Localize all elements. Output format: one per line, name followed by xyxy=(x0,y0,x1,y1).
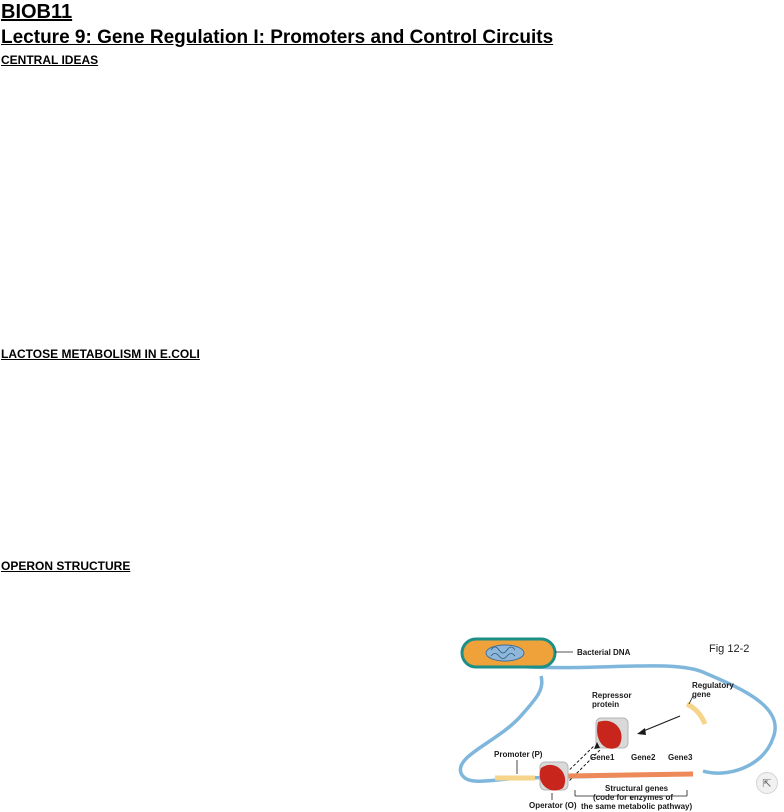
label-regulatory-gene-line2: gene xyxy=(692,690,711,699)
label-gene3: Gene3 xyxy=(668,753,693,762)
section-heading-central-ideas: CENTRAL IDEAS xyxy=(1,53,99,67)
nucleoid xyxy=(486,645,524,661)
label-structural-genes-line1: Structural genes xyxy=(605,784,669,793)
label-gene1: Gene1 xyxy=(590,753,615,762)
collapse-arrows-icon[interactable]: ⇱ xyxy=(756,772,778,794)
operator-bound-repressor xyxy=(540,762,568,791)
regulatory-gene-segment xyxy=(687,704,705,724)
operon-diagram xyxy=(455,628,784,812)
label-regulatory-gene-line1: Regulatory xyxy=(692,681,734,690)
figure-caption: Fig 12-2 xyxy=(709,643,750,655)
repressor-protein xyxy=(596,718,628,749)
lecture-title: Lecture 9: Gene Regulation I: Promoters and Control Circuits xyxy=(1,27,554,48)
label-operator: Operator (O) xyxy=(529,801,577,810)
operon-figure xyxy=(455,628,784,812)
label-structural-genes-line3: the same metabolic pathway) xyxy=(581,802,693,811)
label-structural-genes-line2: (code for enzymes of xyxy=(593,793,674,802)
label-repressor-line1: Repressor xyxy=(592,691,632,700)
label-repressor-line2: protein xyxy=(592,700,620,709)
section-heading-lactose-metabolism: LACTOSE METABOLISM IN E.COLI xyxy=(1,347,200,361)
section-heading-operon-structure: OPERON STRUCTURE xyxy=(1,559,131,573)
label-bacterial-dna: Bacterial DNA xyxy=(577,648,631,657)
label-gene2: Gene2 xyxy=(631,753,656,762)
label-promoter: Promoter (P) xyxy=(494,750,543,759)
course-code: BIOB11 xyxy=(1,1,73,23)
structural-genes-segment xyxy=(567,774,693,776)
